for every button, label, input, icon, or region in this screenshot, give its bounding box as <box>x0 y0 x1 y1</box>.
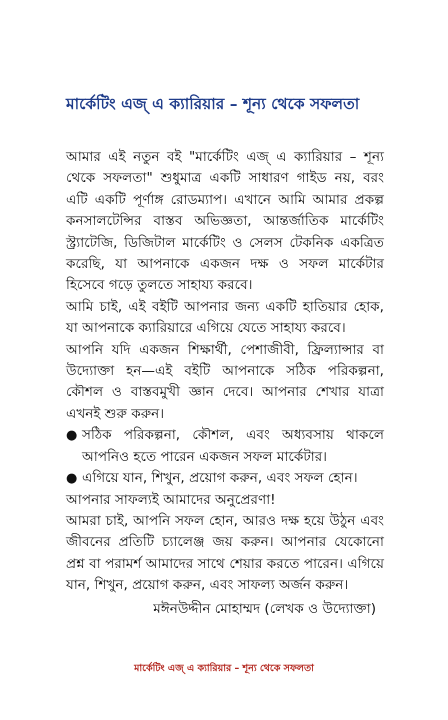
page-title: মার্কেটিং এজ্‌ এ ক্যারিয়ার – শূন্য থেকে সফলতা <box>66 95 360 113</box>
bullet-text: এগিয়ে যান, শিখুন, প্রয়োগ করুন, এবং সফল হোন। <box>82 470 358 487</box>
wish-paragraph: আমি চাই, এই বইটি আপনার জন্য একটি হাতিয়ার হোক, যা আপনাকে ক্যারিয়ারে এগিয়ে যেতে সাহায্য করবে। <box>66 298 384 337</box>
body-content <box>66 147 384 620</box>
intro-paragraph: আমার এই নতুন বই "মার্কেটিং এজ্‌ এ ক্যারিয়ার – শূন্য থেকে সফলতা" শুধুমাত্র একটি সাধারণ গাইড নয়, বরং এটি একটি পূর্ণাঙ্গ রোডম্যাপ। এখানে আমি আমার প্রকল্প কনসালটেন্সির বাস্তব অভিজ্ঞতা, আন্তর্জাতিক মার্কেটিং স্ট্র্যাটেজি, ডিজিটাল মার্কেটিং ও সেলস টেকনিক একত্রিত করেছি, যা আপনাকে একজন দক্ষ ও সফল মার্কেটার হিসেবে গড়ে তুলতে সাহায্য করবে। <box>66 149 384 294</box>
closing-paragraph: আমরা চাই, আপনি সফল হোন, আরও দক্ষ হয়ে উঠুন এবং জীবনের প্রতিটি চ্যালেঞ্জ জয় করুন। আপনার যেকোনো প্রশ্ন বা পরামর্শ আমাদের সাথে শেয়ার করতে পারেন। এগিয়ে যান, শিখুন, প্রয়োগ করুন, এবং সাফল্য অর্জন করুন। <box>66 512 384 594</box>
bullet-dot-icon: ● <box>66 471 78 487</box>
bullet-dot-icon: ● <box>66 428 78 444</box>
bullet-item <box>66 468 384 489</box>
audience-paragraph: আপনি যদি একজন শিক্ষার্থী, পেশাজীবী, ফ্রিল্যান্সার বা উদ্যোক্তা হন—এই বইটি আপনাকে সঠিক পরিকল্পনা, কৌশল ও বাস্তবমুখী জ্ঞান দেবে। আপনার শেখার যাত্রা এখনই শুরু করুন। <box>66 341 384 422</box>
bullet-item <box>66 425 384 468</box>
author-signature: মঈনউদ্দীন মোহাম্মদ (লেখক ও উদ্যোক্তা) <box>153 600 376 617</box>
page-footer: মার্কেটিং এজ্‌ এ ক্যারিয়ার – শূন্য থেকে সফলতা <box>134 663 314 674</box>
bullet-list <box>66 425 384 489</box>
bullet-text: সঠিক পরিকল্পনা, কৌশল, এবং অধ্যবসায় থাকলে আপনিও হতে পারেন একজন সফল মার্কেটার। <box>82 427 384 465</box>
inspiration-line: আপনার সাফল্যই আমাদের অনুপ্রেরণা! <box>66 491 276 508</box>
